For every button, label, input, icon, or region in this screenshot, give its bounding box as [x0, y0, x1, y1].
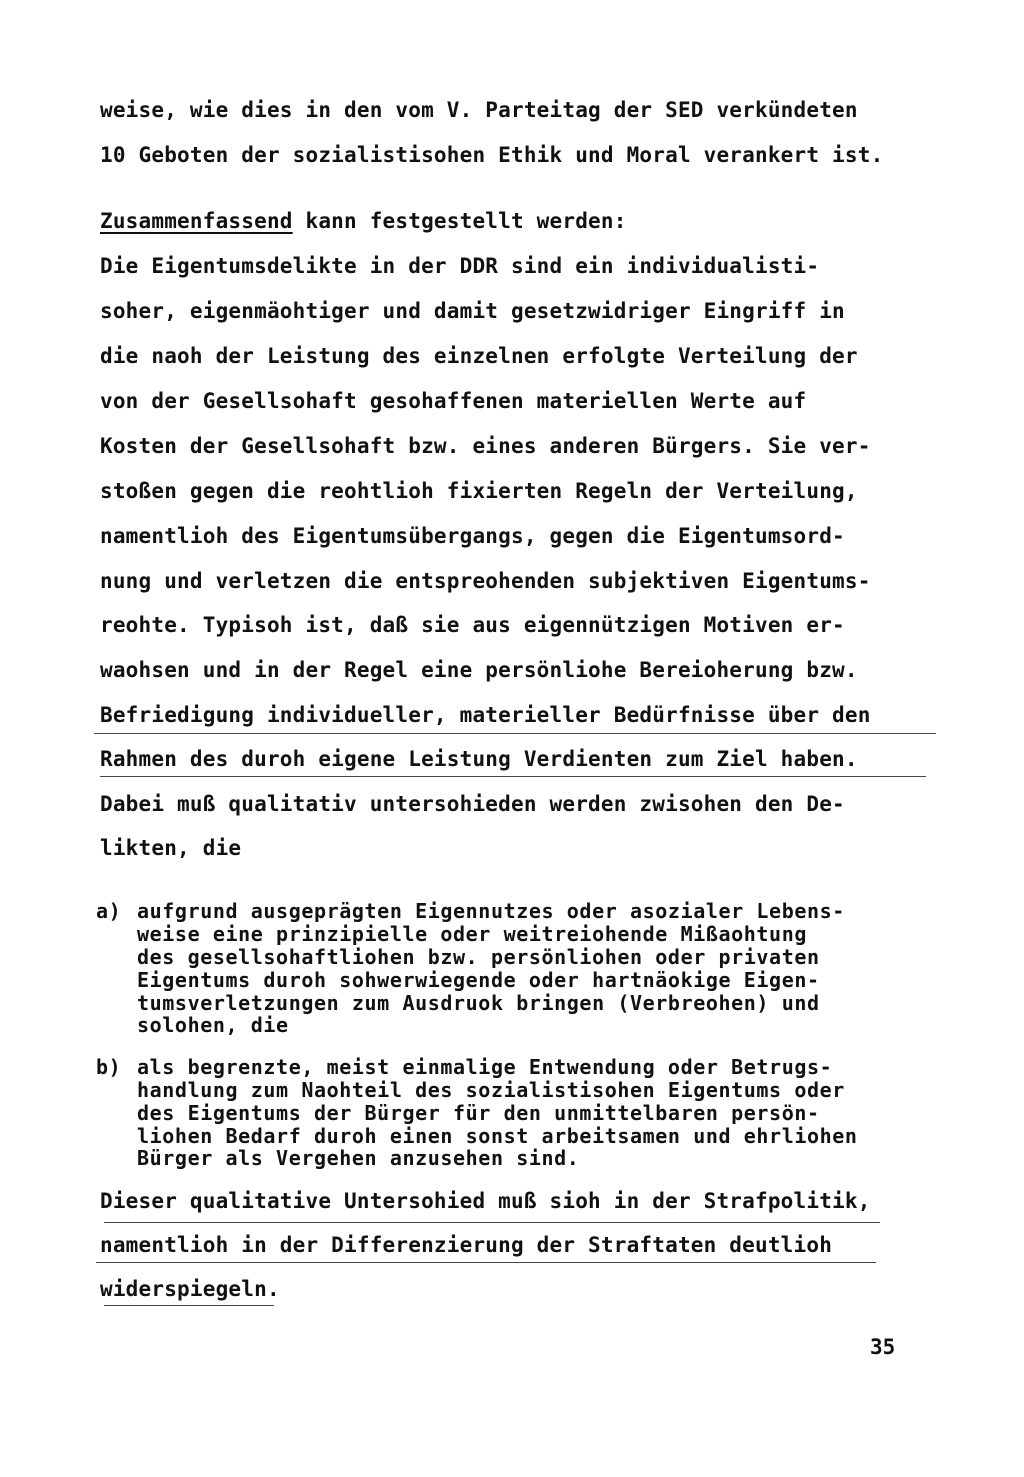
list-line: tumsverletzungen zum Ausdruok bringen (Verbreohen) und	[137, 991, 820, 1015]
summary-line: Die Eigentumsdelikte in der DDR sind ein individualisti-	[100, 254, 820, 278]
summary-heading	[100, 208, 627, 234]
list-line: handlung zum Naohteil des sozialistisohen Eigentums oder	[137, 1078, 845, 1102]
hand-underline	[100, 776, 926, 777]
conclusion-line: widerspiegeln.	[100, 1277, 280, 1301]
summary-line: Befriedigung individueller, materieller Bedürfnisse über den	[100, 703, 871, 727]
summary-line: soher, eigenmäohtiger und damit gesetzwidriger Eingriff in	[100, 299, 845, 323]
list-line: des gesellsohaftliohen bzw. persönliohen oder privaten	[137, 945, 820, 969]
list-marker-b: b)	[96, 1055, 122, 1079]
hand-underline	[94, 733, 936, 734]
summary-line: Rahmen des duroh eigene Leistung Verdienten zum Ziel haben.	[100, 747, 858, 771]
summary-line: die naoh der Leistung des einzelnen erfolgte Verteilung der	[100, 344, 858, 368]
summary-line: reohte. Typisoh ist, daß sie aus eigennützigen Motiven er-	[100, 613, 845, 637]
summary-line: Dabei muß qualitativ untersohieden werden zwisohen den De-	[100, 792, 845, 816]
list-marker-a: a)	[96, 899, 122, 923]
summary-line: namentlioh des Eigentumsübergangs, gegen die Eigentumsord-	[100, 524, 845, 548]
summary-line: nung und verletzen die entspreohenden subjektiven Eigentums-	[100, 569, 871, 593]
conclusion-line: namentlioh in der Differenzierung der Straftaten deutlioh	[100, 1233, 833, 1257]
list-line: des Eigentums der Bürger für den unmittelbaren persön-	[137, 1101, 820, 1125]
list-line: solohen, die	[137, 1013, 289, 1037]
hand-underline	[96, 1262, 876, 1263]
paragraph-line: weise, wie dies in den vom V. Parteitag der SED verkündeten	[100, 98, 858, 122]
summary-heading-rest: kann festgestellt werden:	[292, 209, 627, 233]
summary-line: stoßen gegen die reohtlioh fixierten Regeln der Verteilung,	[100, 479, 858, 503]
paragraph-line: 10 Geboten der sozialistisohen Ethik und Moral verankert ist.	[100, 143, 884, 167]
summary-line: likten, die	[100, 836, 242, 860]
list-line: weise eine prinzipielle oder weitreiohende Mißaohtung	[137, 922, 807, 946]
list-line: Eigentums duroh sohwerwiegende oder hartnäokige Eigen-	[137, 968, 820, 992]
summary-line: waohsen und in der Regel eine persönliohe Bereioherung bzw.	[100, 658, 858, 682]
page-number: 35	[870, 1335, 896, 1359]
hand-underline	[104, 1305, 274, 1306]
conclusion-line: Dieser qualitative Untersohied muß sioh in der Strafpolitik,	[100, 1189, 871, 1213]
summary-line: von der Gesellsohaft gesohaffenen materiellen Werte auf	[100, 389, 807, 413]
list-line: liohen Bedarf duroh einen sonst arbeitsamen und ehrliohen	[137, 1124, 858, 1148]
list-line: aufgrund ausgeprägten Eigennutzes oder asozialer Lebens-	[137, 899, 845, 923]
list-line: als begrenzte, meist einmalige Entwendung oder Betrugs-	[137, 1055, 833, 1079]
hand-underline	[104, 1222, 880, 1223]
summary-line: Kosten der Gesellsohaft bzw. eines anderen Bürgers. Sie ver-	[100, 434, 871, 458]
list-line: Bürger als Vergehen anzusehen sind.	[137, 1146, 580, 1170]
summary-heading-underlined: Zusammenfassend	[100, 209, 293, 233]
